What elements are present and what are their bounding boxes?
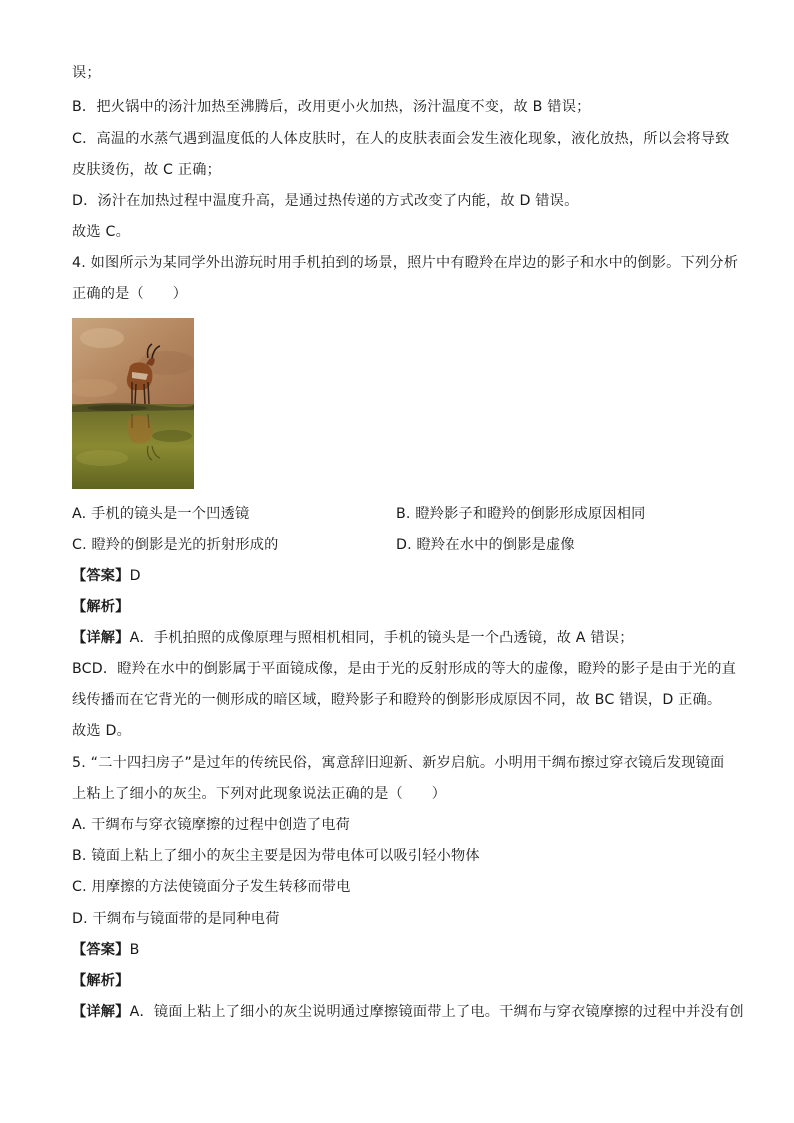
question-4-stem: 正确的是（ ） [72,286,188,302]
answer-line [72,566,141,586]
analysis-tag: 【解析】 [72,599,130,615]
option-d: D. 干绸布与镜面带的是同种电荷 [72,911,280,927]
text-line: D．汤汁在加热过程中温度升高，是通过热传递的方式改变了内能，故 D 错误。 [72,193,579,209]
gazelle-photo [72,318,194,489]
detail-line: 线传播而在它背光的一侧形成的暗区域，瞪羚影子和瞪羚的倒影形成原因不同，故 BC 错误，D 正确。 [72,692,722,708]
detail-line: BCD．瞪羚在水中的倒影属于平面镜成像，是由于光的反射形成的等大的虚像，瞪羚的影子是由于光的直 [72,661,736,677]
text-line: 皮肤烫伤，故 C 正确； [72,162,222,178]
option-b: B. 镜面上粘上了细小的灰尘主要是因为带电体可以吸引轻小物体 [72,848,480,864]
text-line: 故选 C。 [72,224,130,240]
text-line: C．高温的水蒸气遇到温度低的人体皮肤时，在人的皮肤表面会发生液化现象，液化放热，所以会将导致 [72,131,730,147]
option-c: C. 用摩擦的方法使镜面分子发生转移而带电 [72,879,351,895]
option-c: C. 瞪羚的倒影是光的折射形成的 [72,537,279,553]
detail-text: A．手机拍照的成像原理与照相机相同，手机的镜头是一个凸透镜，故 A 错误； [129,630,634,646]
detail-line [72,628,634,648]
option-a: A. 干绸布与穿衣镜摩擦的过程中创造了电荷 [72,817,351,833]
option-b: B. 瞪羚影子和瞪羚的倒影形成原因相同 [396,506,646,522]
conclusion: 故选 D。 [72,723,131,739]
answer-tag: 【答案】 [72,942,130,958]
question-5-stem: 上粘上了细小的灰尘。下列对此现象说法正确的是（ ） [72,786,447,802]
answer-tag: 【答案】 [72,568,130,584]
answer-value: B [129,942,140,958]
question-5-stem: 5. “二十四扫房子”是过年的传统民俗，寓意辞旧迎新、新岁启航。小明用干绸布擦过穿衣镜后发现镜面 [72,755,725,771]
analysis-tag: 【解析】 [72,973,130,989]
text-line: 误； [72,65,101,81]
detail-text: A．镜面上粘上了细小的灰尘说明通过摩擦镜面带上了电。干绸布与穿衣镜摩擦的过程中并没有创 [129,1004,744,1020]
detail-line [72,1002,744,1022]
detail-tag: 【详解】 [72,1004,130,1020]
option-a: A. 手机的镜头是一个凹透镜 [72,506,250,522]
option-d: D. 瞪羚在水中的倒影是虚像 [396,537,575,553]
answer-value: D [129,568,141,584]
question-4-stem: 4. 如图所示为某同学外出游玩时用手机拍到的场景，照片中有瞪羚在岸边的影子和水中的倒影。下列分析 [72,255,739,271]
detail-tag: 【详解】 [72,630,130,646]
text-line: B．把火锅中的汤汁加热至沸腾后，改用更小火加热，汤汁温度不变，故 B 错误； [72,99,591,115]
answer-line [72,940,140,960]
